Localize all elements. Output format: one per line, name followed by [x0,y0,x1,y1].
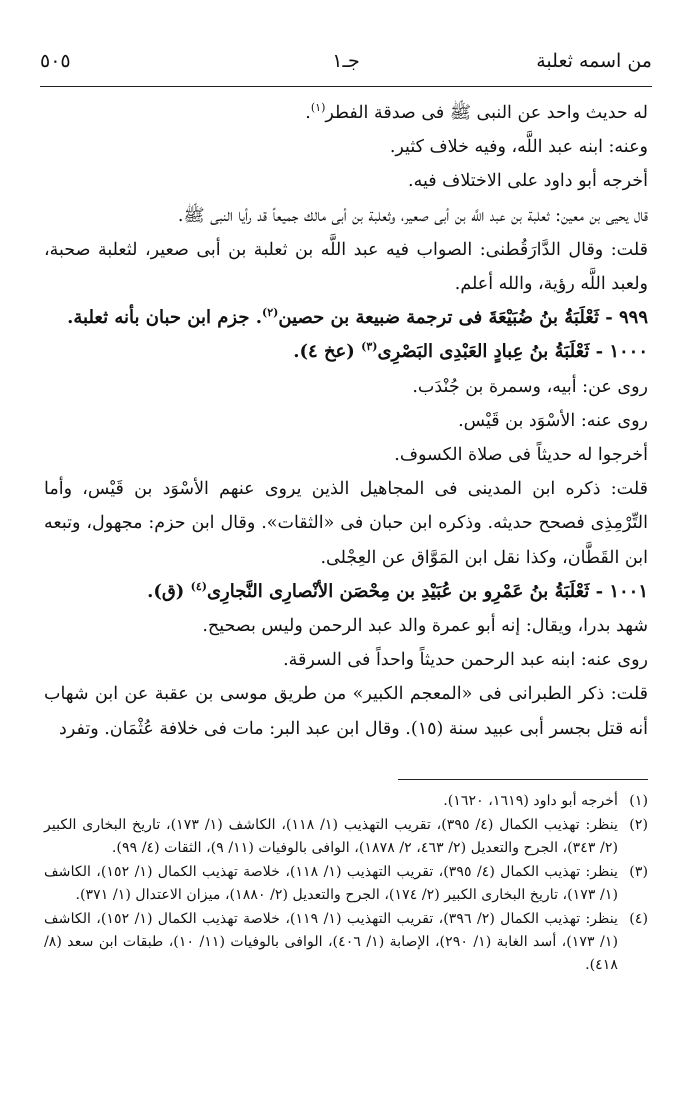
footnote-text: ينظر: تهذيب الكمال (٤/ ٣٩٥)، تقريب التهذيب (١/ ١١٨)، الكاشف (١/ ١٧٣)، تاريخ البخارى الكبير (٢/ ٣٤٣)، الجرح والتعديل (٢/ ٤٦٣، ٢/ ١٨٧٨)، الوافى بالوفيات (١١/ ٩)، الثقات (٤/ ٩٩). [44,817,618,856]
paragraph: قلت: وقال الدَّارَقُطنى: الصواب فيه عبد اللَّه بن ثعلبة بن أبى صعير، لثعلبة صحبة، ولعبد اللَّه رؤية، والله أعلم. [44,239,648,295]
paragraph: قلت: ذكره ابن المدينى فى المجاهيل الذين يروى عنهم الأسْوَد بن قَيْس، وأما التِّرْمِذِى فصحح حديثه. وذكره ابن حبان فى «الثقات». وقال ابن حزم: مجهول، وتبعه ابن القَطَّان، وكذا نقل ابن المَوَّاق عن العِجْلى. [44,479,648,568]
paragraph: روى عنه: ابنه عبد الرحمن حديثاً واحداً فى السرقة. [283,650,648,671]
footnote-ref: (٢) [262,306,279,320]
paragraph: شهد بدرا، ويقال: إنه أبو عمرة والد عبد الرحمن وليس بصحيح. [202,616,648,637]
paragraph: قال يحيى بن معين: ثعلبة بن عبد اللَّه بن أبى صعير، وثعلبة بن أبى مالك جميعاً قد رأيا النبى ﷺ. [177,205,648,226]
footnote [44,861,648,907]
entry-heading-1000: ١٠٠٠ - ثَعْلَبَةُ بنُ عِبادٍ العَبْدِى البَصْرِى$^{(٣)}$ (عخ ٤). [293,340,648,363]
footnote-number: (٣) [629,864,648,880]
footnote-ref: (٤) [190,579,207,593]
footnote-text: أخرجه أبو داود (١٦١٩، ١٦٢٠). [443,793,618,809]
footnote [44,908,648,977]
paragraph: روى عنه: الأسْوَد بن قَيْس. [458,410,648,431]
footnote-ref: (٣) [361,340,378,354]
main-text [44,96,648,746]
footnote-number: (٢) [629,817,648,833]
header-title: من اسمه ثعلبة [536,50,652,72]
header-volume: جـ١ [332,50,360,72]
entry-heading-999: ٩٩٩ - ثَعْلَبَةُ بنُ ضُبَيْعَةَ فى ترجمة ضبيعة بن حصين$^{(٢)}$. جزم ابن حبان بأنه ثعلبة. [67,306,648,329]
footnote-text: ينظر: تهذيب الكمال (٢/ ٣٩٦)، تقريب التهذيب (١/ ١١٩)، خلاصة تهذيب الكمال (١/ ١٥٢)، الكاشف (١/ ١٧٣)، أسد الغابة (١/ ٢٩٠)، الإصابة (١/ ٤٠٦)، الوافى بالوفيات (١١/ ١٠)، طبقات ابن سعد (٨/ ٤١٨). [44,911,618,973]
footnote-ref: (١) [310,101,326,115]
paragraph: وعنه: ابنه عبد اللَّه، وفيه خلاف كثير. [389,137,648,158]
entry-heading-1001: ١٠٠١ - ثَعْلَبَةُ بنُ عَمْرِو بن عُبَيْدِ بن مِحْصَن الأنْصارِى النَّجارِى$^{(٤)}$ (ق). [147,579,648,602]
paragraph: له حديث واحد عن النبى ﷺ فى صدقة الفطر$^{(١)}$. [305,101,648,123]
footnote [44,814,648,860]
footnote-divider [398,779,648,780]
footnote [44,790,648,813]
paragraph: أخرجه أبو داود على الاختلاف فيه. [408,171,648,192]
footnote-number: (١) [629,793,648,809]
page-number: ٥٠٥ [40,50,71,72]
footnotes [44,790,648,978]
paragraph: قلت: ذكر الطبرانى فى «المعجم الكبير» من طريق موسى بن عقبة عن ابن شهاب أنه قتل بجسر أبى عبيد سنة (١٥). وقال ابن عبد البر: مات فى خلافة عُثْمَان. وتفرد [44,684,648,739]
paragraph: أخرجوا له حديثاً فى صلاة الكسوف. [394,445,648,466]
running-header [40,46,652,87]
paragraph: روى عن: أبيه، وسمرة بن جُنْدَب. [412,376,648,397]
footnote-number: (٤) [629,911,648,927]
footnote-text: ينظر: تهذيب الكمال (٤/ ٣٩٥)، تقريب التهذيب (١/ ١١٨)، خلاصة تهذيب الكمال (١/ ١٥٢)، الكاشف (١/ ١٧٣)، تاريخ البخارى الكبير (٢/ ١٧٤)، الجرح والتعديل (٢/ ١٨٨٠)، ميزان الاعتدال (١/ ٣٧١). [44,864,618,903]
